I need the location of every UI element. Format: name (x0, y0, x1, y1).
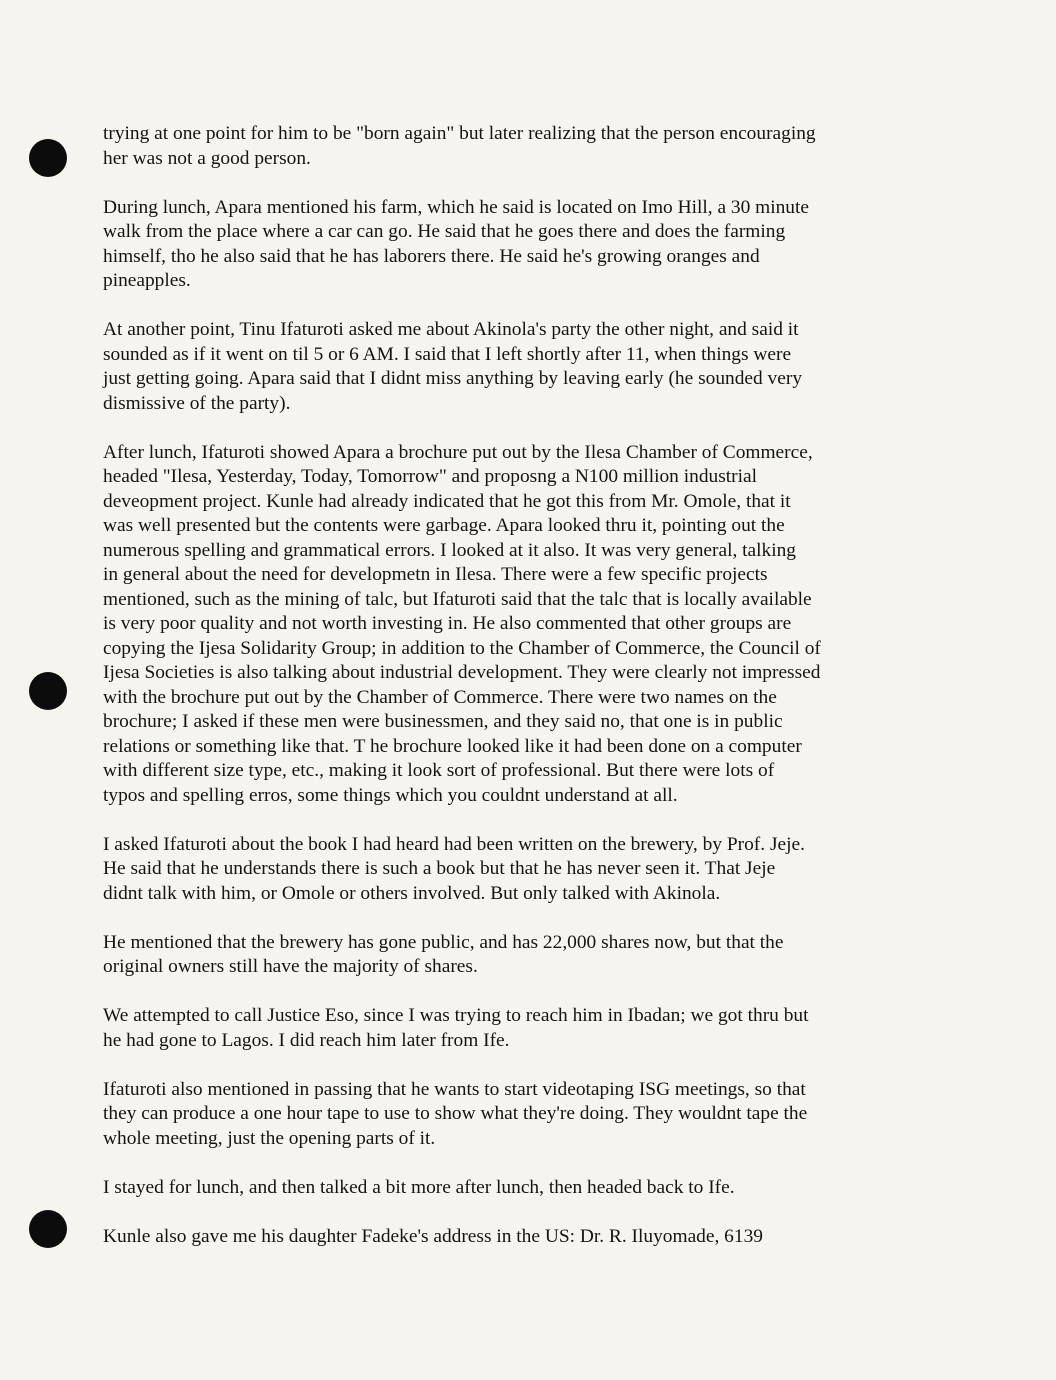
paragraph-farm: During lunch, Apara mentioned his farm, which he said is located on Imo Hill, a 30 minute walk from the place where a car can go. He said that he goes there and does the farming himself, tho he also said that he has laborers there. He said he's growing oranges and pineapples. (103, 196, 809, 291)
paragraph-born-again: trying at one point for him to be "born again" but later realizing that the person encouraging her was not a good person. (103, 123, 816, 169)
paragraph-lunch: I stayed for lunch, and then talked a bit more after lunch, then headed back to Ife. (103, 1176, 735, 1198)
paragraph-address: Kunle also gave me his daughter Fadeke's address in the US: Dr. R. Iluyomade, 6139 (103, 1225, 763, 1247)
punch-hole-top (29, 139, 67, 177)
punch-hole-bottom (29, 1210, 67, 1248)
paragraph-party: At another point, Tinu Ifaturoti asked me about Akinola's party the other night, and said it sounded as if it went on til 5 or 6 AM. I said that I left shortly after 11, when things were just getting going. Apara said that I didnt miss anything by leaving early (he sounded very dismissive of the party). (103, 319, 803, 414)
document-body (103, 122, 915, 1249)
paragraph-book: I asked Ifaturoti about the book I had heard had been written on the brewery, by Prof. Jeje. He said that he understands there is such a book but that he has never seen it. That Jeje didnt talk with him, or Omole or others involved. But only talked with Akinola. (103, 833, 805, 904)
paragraph-brewery: He mentioned that the brewery has gone public, and has 22,000 shares now, but that the original owners still have the majority of shares. (103, 931, 784, 977)
paragraph-videotaping: Ifaturoti also mentioned in passing that he wants to start videotaping ISG meetings, so that they can produce a one hour tape to use to show what they're doing. They wouldnt tape the whole meeting, just the opening parts of it. (103, 1078, 808, 1149)
paragraph-justice-eso: We attempted to call Justice Eso, since I was trying to reach him in Ibadan; we got thru but he had gone to Lagos. I did reach him later from Ife. (103, 1005, 809, 1051)
punch-hole-middle (29, 672, 67, 710)
paragraph-brochure: After lunch, Ifaturoti showed Apara a brochure put out by the Ilesa Chamber of Commerce, headed "Ilesa, Yesterday, Today, Tomorrow" and proposng a N100 million industrial deveopment project. Kunle had already indicated that he got this from Mr. Omole, that it was well presented but the contents were garbage. Apara looked thru it, pointing out the numerous spelling and grammatical errors. I looked at it also. It was very general, talking in general about the need for developmetn in Ilesa. There were a few specific projects mentioned, such as the mining of talc, but Ifaturoti said that the talc that is locally available is very poor quality and not worth investing in. He also commented that other groups are copying the Ijesa Solidarity Group; in addition to the Chamber of Commerce, the Council of Ijesa Societies is also talking about industrial development. They were clearly not impressed with the brochure put out by the Chamber of Commerce. There were two names on the brochure; I asked if these men were businessmen, and they said no, that one is in public relations or something like that. T he brochure looked like it had been done on a computer with different size type, etc., making it look sort of professional. But there were lots of typos and spelling erros, some things which you couldnt understand at all. (103, 441, 821, 806)
